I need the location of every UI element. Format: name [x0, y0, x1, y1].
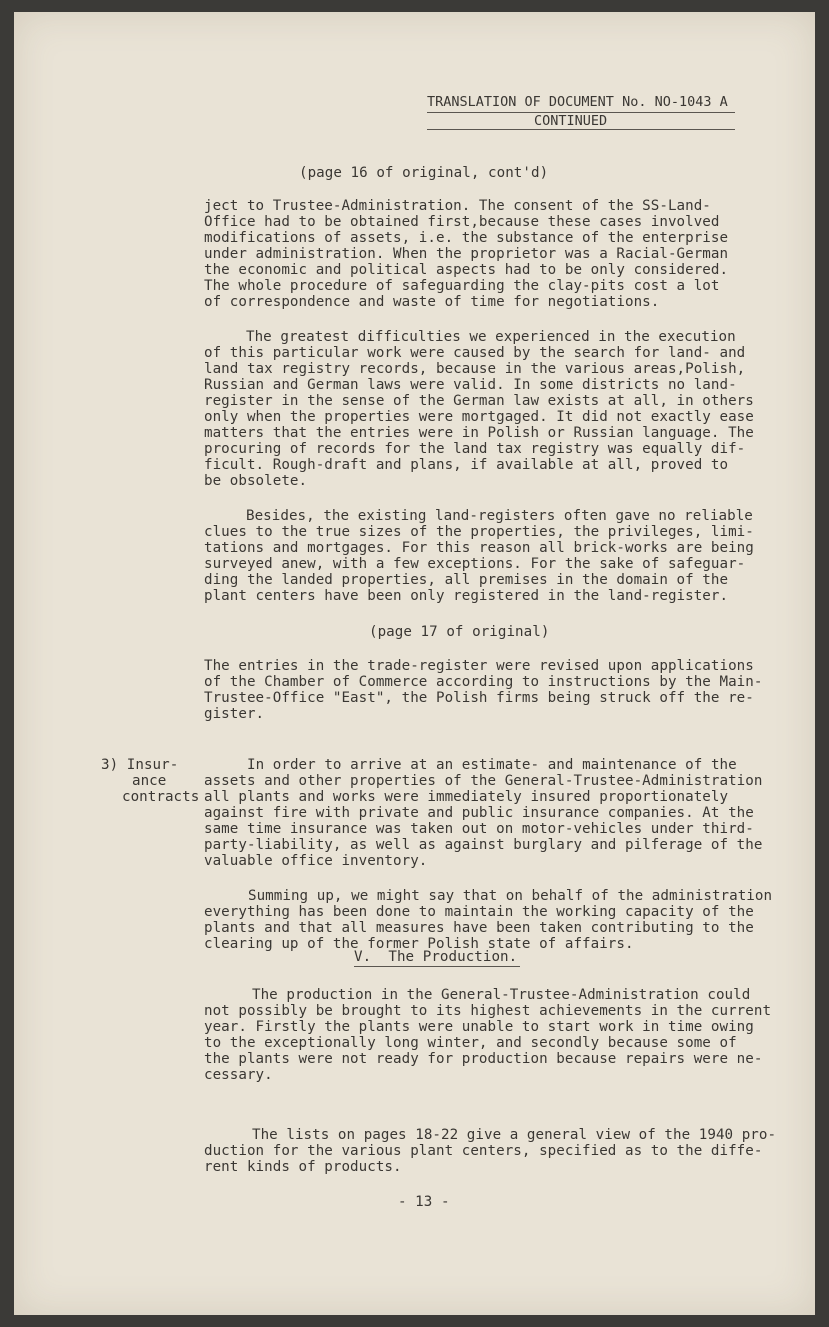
para-line: only when the properties were mortgaged. It did not exactly ease — [204, 409, 754, 425]
para-line: The entries in the trade-register were revised upon applications — [204, 658, 754, 674]
para-line: The whole procedure of safeguarding the clay-pits cost a lot — [204, 278, 720, 294]
para-line: matters that the entries were in Polish or Russian language. The — [204, 425, 754, 441]
para-line: under administration. When the proprietor was a Racial-German — [204, 246, 729, 262]
para-line: party-liability, as well as against burglary and pilferage of the — [204, 837, 763, 853]
para-line: clearing up of the former Polish state of affairs. — [204, 936, 634, 952]
section-heading-underline — [354, 966, 520, 967]
margin-heading: 3) Insur- — [101, 757, 179, 773]
para-line: the economic and political aspects had to be only considered. — [204, 262, 729, 278]
para-line: of correspondence and waste of time for negotiations. — [204, 294, 660, 310]
document-page — [14, 12, 815, 1315]
para-line: modifications of assets, i.e. the substance of the enterprise — [204, 230, 729, 246]
para-line: plant centers have been only registered in the land-register. — [204, 588, 729, 604]
page-ref-16: (page 16 of original, cont'd) — [299, 165, 549, 181]
para-line: of the Chamber of Commerce according to instructions by the Main- — [204, 674, 763, 690]
para-line: cessary. — [204, 1067, 273, 1083]
para-line: Trustee-Office "East", the Polish firms being struck off the re- — [204, 690, 754, 706]
para-line: ject to Trustee-Administration. The consent of the SS-Land- — [204, 198, 711, 214]
para-line: valuable office inventory. — [204, 853, 428, 869]
para-line: clues to the true sizes of the properties, the privileges, limi- — [204, 524, 754, 540]
para-line: of this particular work were caused by the search for land- and — [204, 345, 746, 361]
para-line: The lists on pages 18-22 give a general view of the 1940 pro- — [252, 1127, 777, 1143]
para-line: everything has been done to maintain the working capacity of the — [204, 904, 754, 920]
header-continued: CONTINUED — [534, 113, 608, 129]
para-line: all plants and works were immediately insured proportionately — [204, 789, 729, 805]
para-line: The greatest difficulties we experienced in the execution — [246, 329, 736, 345]
para-line: Besides, the existing land-registers often gave no reliable — [246, 508, 753, 524]
para-line: same time insurance was taken out on motor-vehicles under third- — [204, 821, 754, 837]
para-line: Office had to be obtained first,because these cases involved — [204, 214, 720, 230]
para-line: procuring of records for the land tax registry was equally dif- — [204, 441, 746, 457]
para-line: against fire with private and public insurance companies. At the — [204, 805, 754, 821]
para-line: year. Firstly the plants were unable to start work in time owing — [204, 1019, 754, 1035]
para-line: the plants were not ready for production because repairs were ne- — [204, 1051, 763, 1067]
para-line: surveyed anew, with a few exceptions. For the sake of safeguar- — [204, 556, 746, 572]
para-line: The production in the General-Trustee-Administration could — [252, 987, 751, 1003]
para-line: In order to arrive at an estimate- and maintenance of the — [247, 757, 737, 773]
para-line: plants and that all measures have been taken contributing to the — [204, 920, 754, 936]
para-line: land tax registry records, because in the various areas,Polish, — [204, 361, 746, 377]
para-line: assets and other properties of the General-Trustee-Administration — [204, 773, 763, 789]
para-line: not possibly be brought to its highest achievements in the current — [204, 1003, 772, 1019]
para-line: ficult. Rough-draft and plans, if available at all, proved to — [204, 457, 729, 473]
header-rule — [427, 129, 735, 130]
para-line: Summing up, we might say that on behalf of the administration — [248, 888, 773, 904]
margin-heading: contracts — [122, 789, 200, 805]
para-line: to the exceptionally long winter, and secondly because some of — [204, 1035, 737, 1051]
para-line: ding the landed properties, all premises in the domain of the — [204, 572, 729, 588]
page-number: - 13 - — [398, 1194, 450, 1210]
page-ref-17: (page 17 of original) — [369, 624, 550, 640]
para-line: duction for the various plant centers, specified as to the diffe- — [204, 1143, 763, 1159]
header-title: TRANSLATION OF DOCUMENT No. NO-1043 A — [427, 94, 728, 110]
para-line: rent kinds of products. — [204, 1159, 402, 1175]
section-heading: V. The Production. — [354, 949, 518, 965]
para-line: be obsolete. — [204, 473, 308, 489]
para-line: tations and mortgages. For this reason all brick-works are being — [204, 540, 754, 556]
para-line: register in the sense of the German law exists at all, in others — [204, 393, 754, 409]
margin-heading: ance — [132, 773, 167, 789]
para-line: gister. — [204, 706, 265, 722]
para-line: Russian and German laws were valid. In some districts no land- — [204, 377, 737, 393]
